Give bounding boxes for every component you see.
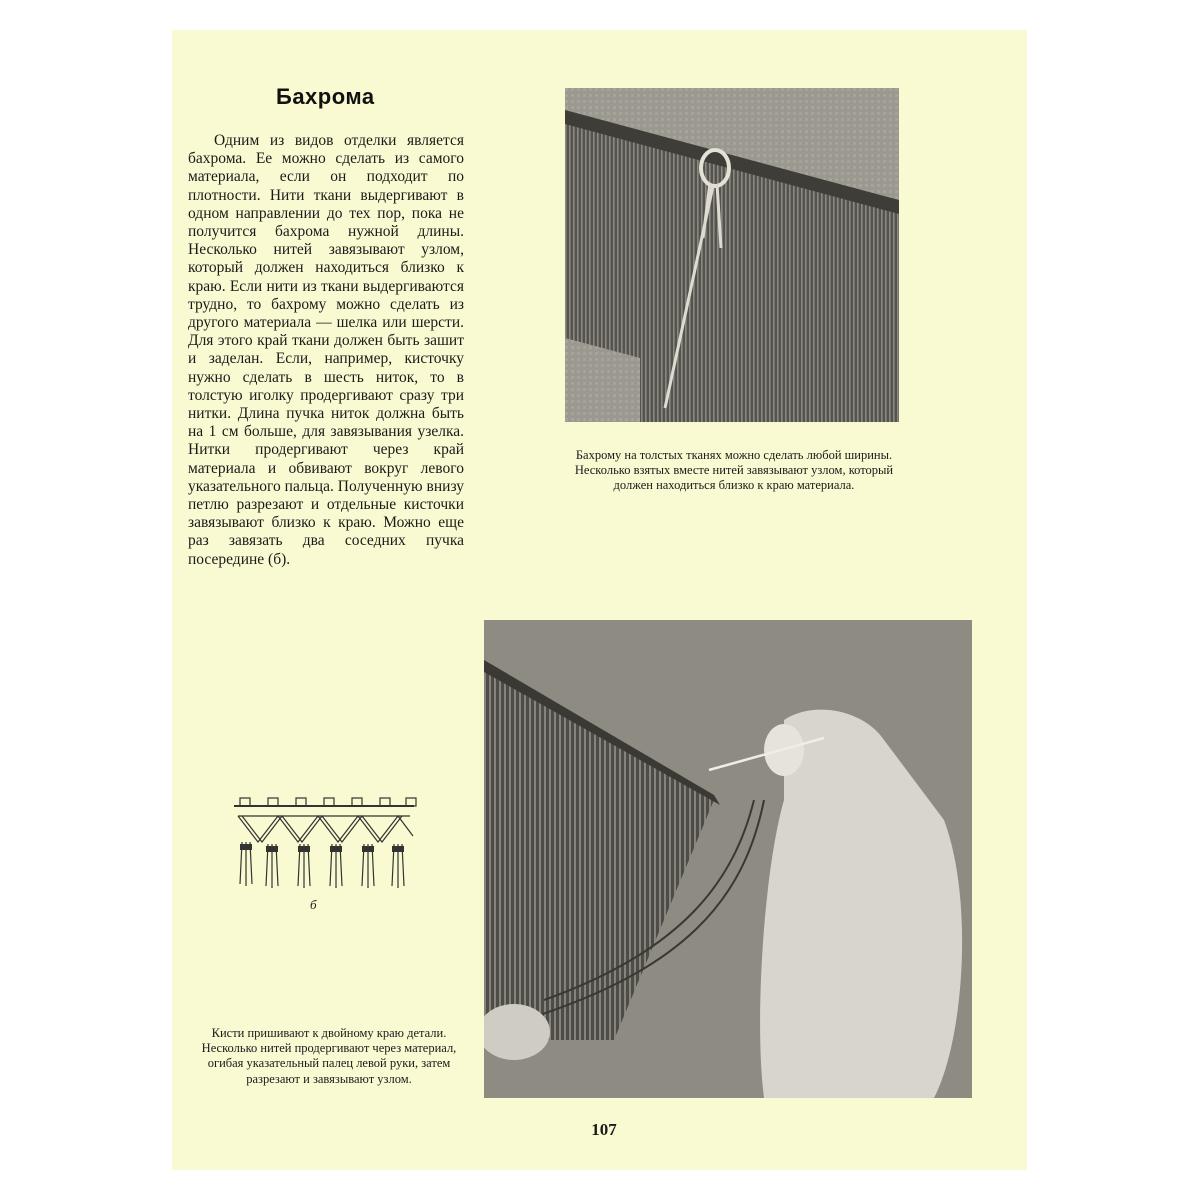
fringe-knot-illustration [565, 88, 899, 422]
tassel-diagram-drawing [228, 794, 420, 892]
sewing-tassels-photo [484, 620, 972, 1098]
photo-caption-bottom: Кисти пришивают к двойному краю детали. Несколько нитей продергивают через материал, огибая указательный палец левой руки, затем разрезают и завязывают узлом. [201, 1026, 457, 1086]
photo-caption-top: Бахрому на толстых тканях можно сделать любой ширины. Несколько взятых вместе нитей завязывают узлом, который должен находиться близко к краю материала. [574, 448, 894, 493]
sewing-tassels-illustration [484, 620, 972, 1098]
page-number: 107 [591, 1120, 617, 1139]
tassel-diagram [228, 794, 420, 892]
body-paragraph: Одним из видов отделки является бахрома. Ее можно сделать из самого материала, если он подходит по плотности. Нити ткани выдергивают в одном направлении до тех пор, пока не получится бахрома нужной длины. Несколько нитей завязывают узлом, который должен находиться близко к краю. Если нити из ткани выдергиваются трудно, то бахрому можно сделать из другого материала — шелка или шерсти. Для этого край ткани должен быть зашит и заделан. Если, например, кисточку нужно сделать в шесть ниток, то в толстую иголку продергивают сразу три нитки. Длина пучка ниток должна быть на 1 см больше, для завязывания узелка. Нитки продергивают через край материала и обвивают вокруг левого указательного пальца. Полученную внизу петлю разрезают и отдельные кисточки завязывают близко к краю. Можно еще раз завязать два соседних пучка посередине (б). [188, 132, 464, 568]
page-title: Бахрома [276, 84, 375, 109]
fringe-knot-photo [565, 88, 899, 422]
diagram-label: б [310, 897, 317, 912]
